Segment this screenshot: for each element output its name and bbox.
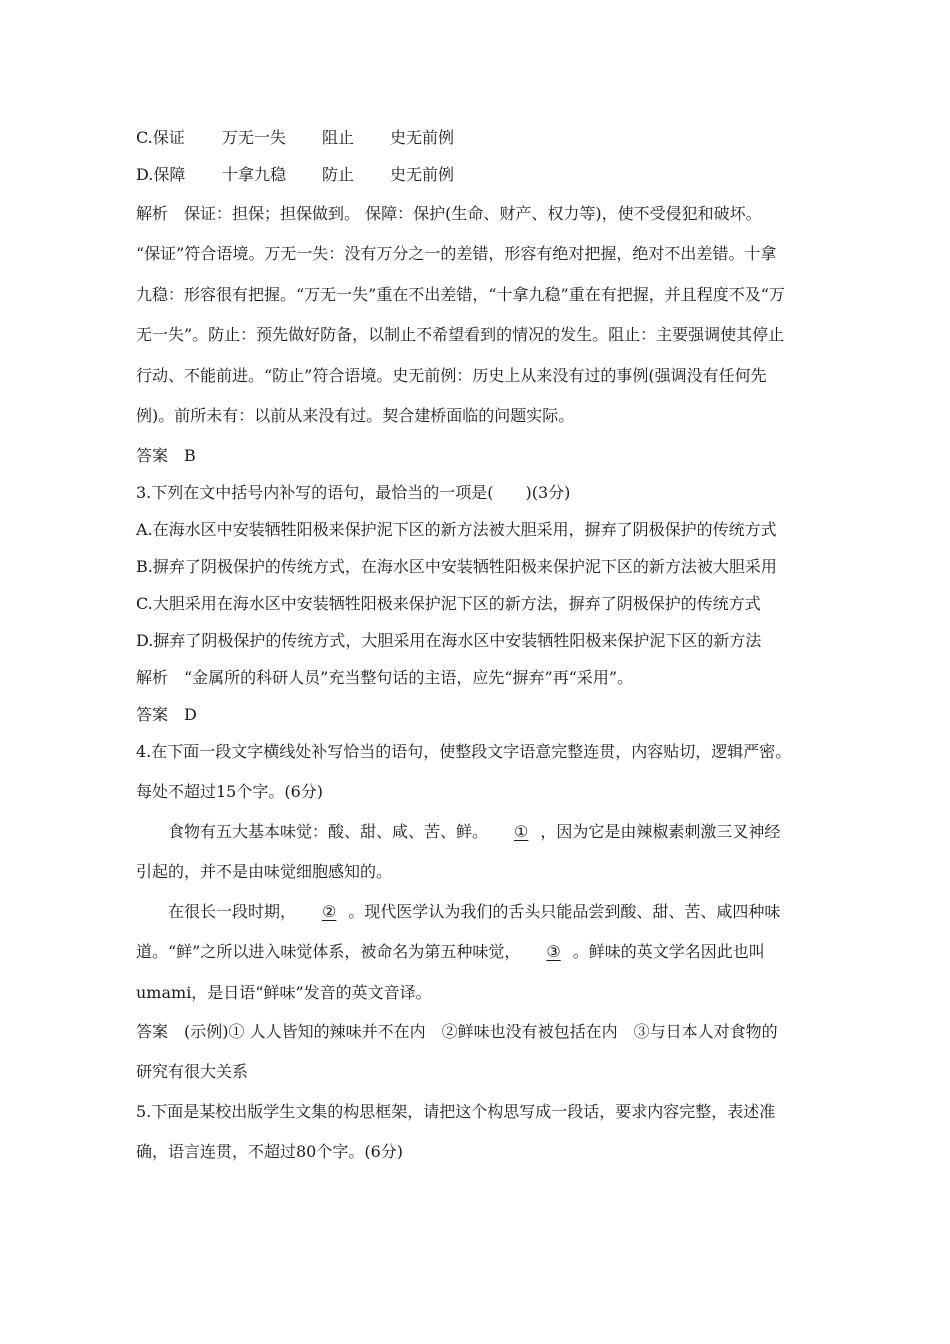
fill-blank-3: ③ [546,942,561,961]
analysis-line: “保证”符合语境。万无一失：没有万分之一的差错，形容有绝对把握，绝对不出差错。十拿 [136,244,777,263]
answer-line: 答案 B [136,446,196,465]
question-5-cont: 确，语言连贯，不超过80个字。(6分) [136,1142,404,1161]
passage-text: ，因为它是由辣椒素刺激三叉神经 [540,822,781,841]
q3-option-b: B.摒弃了阴极保护的传统方式，在海水区中安装牺牲阳极来保护泥下区的新方法被大胆采用 [136,557,777,576]
q4-paragraph-1 [168,822,780,842]
option-word: 史无前例 [390,128,455,147]
fill-blank-1: ① [514,822,529,841]
question-4-cont: 每处不超过15个字。(6分) [136,782,324,801]
q4-answer-cont: 研究有很大关系 [136,1062,249,1081]
passage-text: 。鲜味的英文学名因此也叫 [572,942,765,961]
passage-text: 。现代医学认为我们的舌头只能品尝到酸、甜、苦、咸四种味 [348,902,781,921]
fill-blank-2: ② [322,902,337,921]
q3-analysis: 解析 “金属所的科研人员”充当整句话的主语，应先“摒弃”再“采用”。 [136,668,634,687]
option-word: 十拿九稳 [222,165,287,184]
q4-paragraph-2 [168,902,780,922]
option-word: 防止 [322,165,355,184]
passage-text: 食物有五大基本味觉：酸、甜、咸、苦、鲜。 [168,822,489,841]
q3-option-d: D.摒弃了阴极保护的传统方式，大胆采用在海水区中安装牺牲阳极来保护泥下区的新方法 [136,631,762,650]
question-4: 4.在下面一段文字横线处补写恰当的语句，使整段文字语意完整连贯，内容贴切，逻辑严密。 [136,742,792,761]
analysis-line: 行动、不能前进。“防止”符合语境。史无前例：历史上从来没有过的事例(强调没有任何先 [136,366,767,385]
passage-text: 道。“鲜”之所以进入味觉体系，被命名为第五种味觉， [136,942,521,961]
analysis-line: 解析 保证：担保；担保做到。 保障：保护(生命、财产、权力等)，使不受侵犯和破坏。 [136,204,762,223]
analysis-line: 例)。前所未有：以前从来没有过。契合建桥面临的问题实际。 [136,406,575,425]
question-5: 5.下面是某校出版学生文集的构思框架，请把这个构思写成一段话，要求内容完整，表述准 [136,1102,776,1121]
analysis-line: 九稳：形容很有把握。“万无一失”重在不出差错，“十拿九稳”重在有把握，并且程度不及“万 [136,285,785,304]
question-3: 3.下列在文中括号内补写的语句，最恰当的一项是( )(3分) [136,483,571,502]
q4-paragraph-2-cont [136,942,765,962]
option-d-row [136,165,454,185]
option-label: D.保障 [136,165,186,184]
q3-option-a: A.在海水区中安装牺牲阳极来保护泥下区的新方法被大胆采用，摒弃了阴极保护的传统方式 [136,520,777,539]
analysis-line: 无一失”。防止：预先做好防备，以制止不希望看到的情况的发生。阻止：主要强调使其停止 [136,325,785,344]
q3-answer: 答案 D [136,705,197,724]
option-word: 万无一失 [222,128,287,147]
option-word: 史无前例 [390,165,455,184]
option-label: C.保证 [136,128,185,147]
q4-answer: 答案 (示例)① 人人皆知的辣味并不在内 ②鲜味也没有被包括在内 ③与日本人对食物的 [136,1022,778,1041]
q3-option-c: C.大胆采用在海水区中安装牺牲阳极来保护泥下区的新方法，摒弃了阴极保护的传统方式 [136,594,761,613]
option-c-row [136,128,454,148]
q4-paragraph-1-cont: 引起的，并不是由味觉细胞感知的。 [136,862,393,881]
option-word: 阻止 [322,128,355,147]
passage-text: 在很长一段时期， [168,902,297,921]
q4-paragraph-2-end: umami，是日语“鲜味”发音的英文音译。 [136,983,432,1002]
